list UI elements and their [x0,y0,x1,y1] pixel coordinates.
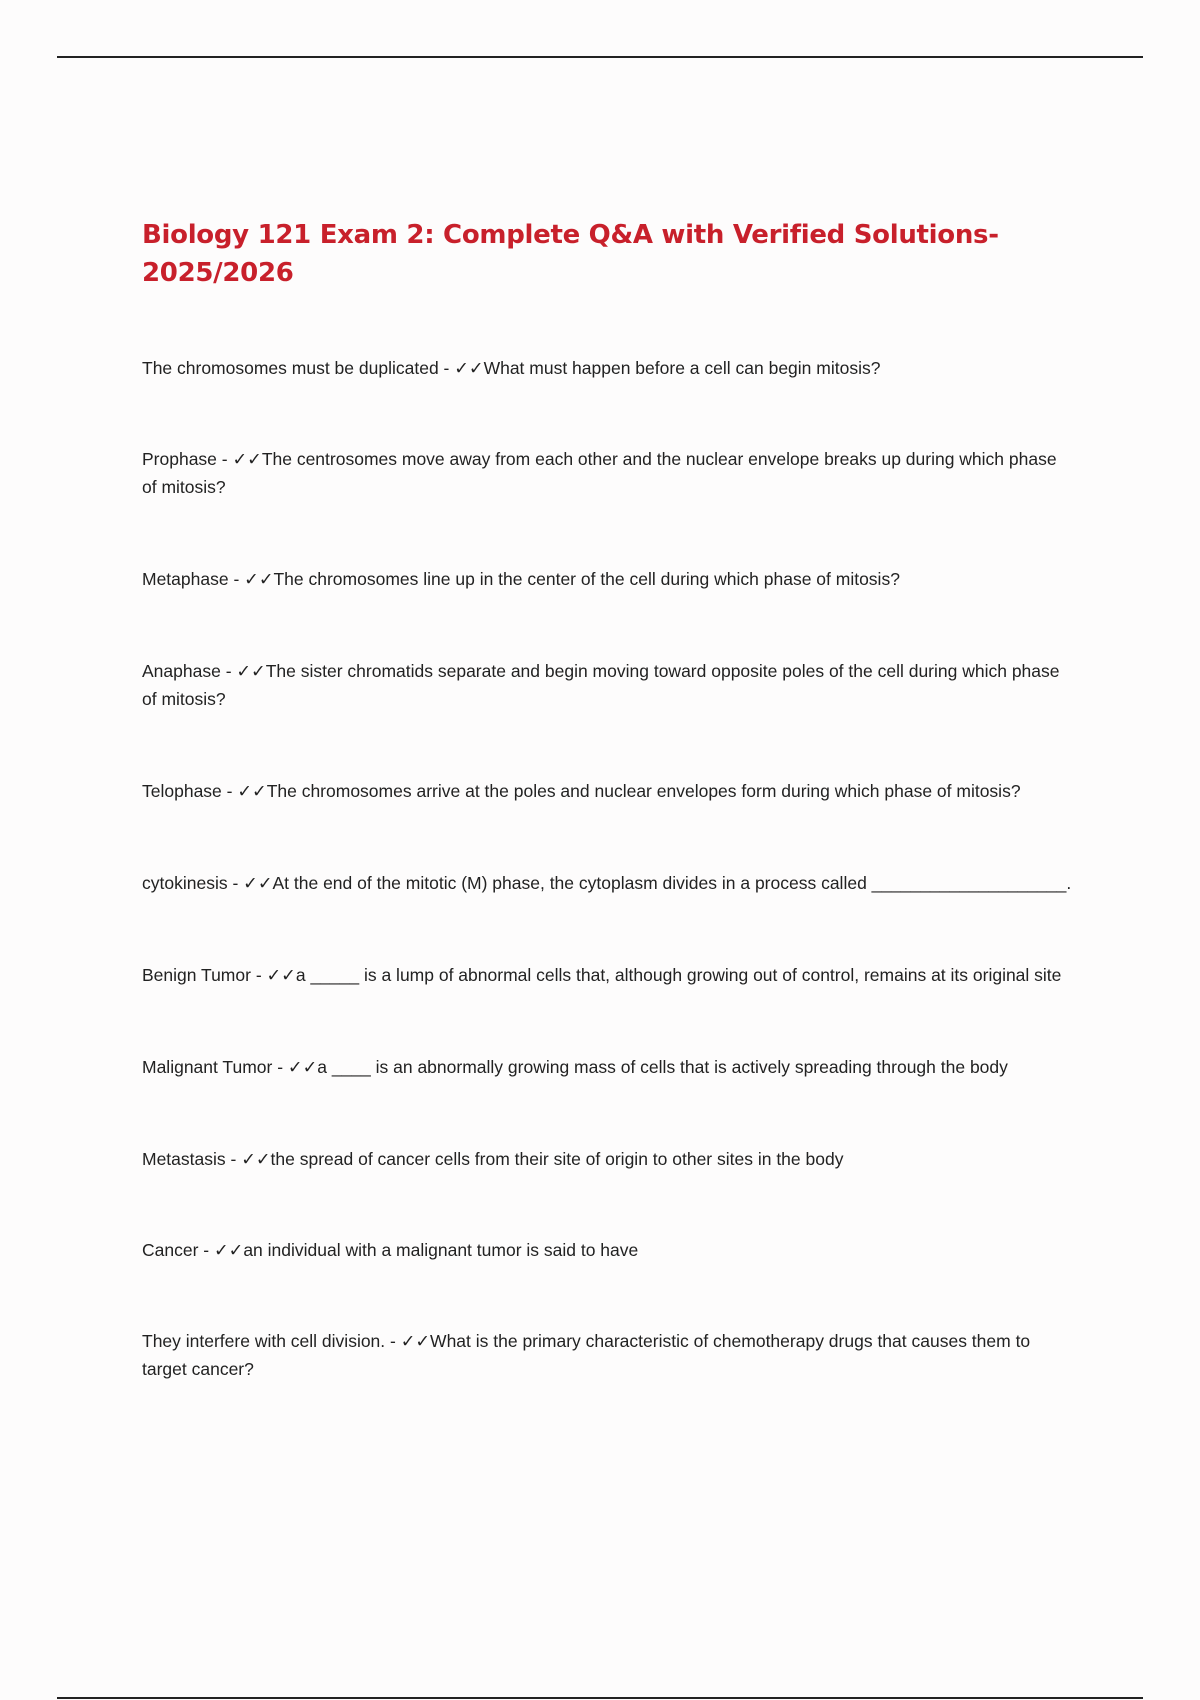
double-check-icon: ✓✓ [232,449,262,469]
qa-answer: Telophase [142,781,222,801]
qa-list [142,354,1072,1383]
qa-item [142,565,1072,593]
document-title [142,216,1072,292]
qa-answer: Malignant Tumor [142,1057,273,1077]
qa-separator: - [221,781,238,801]
qa-item [142,1053,1072,1081]
qa-answer: cytokinesis [142,873,228,893]
qa-item [142,1327,1072,1383]
title-line-2: 2025/2026 [142,258,294,288]
double-check-icon: ✓✓ [266,965,296,985]
qa-separator: - [225,1149,242,1169]
qa-separator: - [198,1240,214,1260]
qa-question: The centrosomes move away from each other and the nuclear envelope breaks up during which phase of mitosis? [142,449,1057,497]
document-body [142,216,1072,1383]
qa-question: What is the primary characteristic of chemotherapy drugs that causes them to target cancer? [142,1331,1031,1379]
qa-separator: - [228,569,245,589]
title-line-1: Biology 121 Exam 2: Complete Q&A with Verified Solutions- [142,220,999,250]
qa-separator: - [250,965,267,985]
double-check-icon: ✓✓ [236,661,266,681]
qa-answer: Anaphase [142,661,221,681]
qa-question: The sister chromatids separate and begin moving toward opposite poles of the cell during which phase of mitosis? [142,661,1060,709]
qa-answer: Metastasis [142,1149,226,1169]
double-check-icon: ✓✓ [454,358,484,378]
qa-separator: - [272,1057,288,1077]
qa-item [142,961,1072,989]
qa-item [142,777,1072,805]
qa-answer: Prophase [142,449,217,469]
qa-item [142,354,1072,382]
qa-separator: - [385,1331,401,1351]
qa-question: an individual with a malignant tumor is said to have [243,1240,639,1260]
qa-item [142,657,1072,713]
qa-item [142,445,1072,501]
qa-question: The chromosomes arrive at the poles and nuclear envelopes form during which phase of mitosis? [266,781,1021,801]
qa-answer: Benign Tumor [142,965,251,985]
bottom-rule [57,1697,1143,1699]
qa-question: a ____ is an abnormally growing mass of cells that is actively spreading through the body [317,1057,1008,1077]
qa-question: What must happen before a cell can begin mitosis? [483,358,881,378]
qa-separator: - [227,873,244,893]
double-check-icon: ✓✓ [400,1331,431,1351]
qa-answer: Metaphase [142,569,229,589]
qa-question: At the end of the mitotic (M) phase, the cytoplasm divides in a process called ____________________. [272,873,1072,893]
double-check-icon: ✓✓ [237,781,267,801]
qa-answer: Cancer [142,1240,199,1260]
double-check-icon: ✓✓ [244,569,274,589]
double-check-icon: ✓✓ [213,1240,244,1260]
qa-question: The chromosomes line up in the center of the cell during which phase of mitosis? [273,569,900,589]
qa-answer: They interfere with cell division. [142,1331,386,1351]
qa-item [142,1236,1072,1264]
double-check-icon: ✓✓ [287,1057,318,1077]
qa-item [142,1145,1072,1173]
qa-separator: - [438,358,455,378]
double-check-icon: ✓✓ [243,873,273,893]
qa-question: a _____ is a lump of abnormal cells that, although growing out of control, remains at its original site [295,965,1062,985]
qa-answer: The chromosomes must be duplicated [142,358,439,378]
top-rule [57,56,1143,58]
qa-item [142,869,1072,897]
qa-separator: - [216,449,233,469]
qa-separator: - [220,661,237,681]
double-check-icon: ✓✓ [241,1149,271,1169]
qa-question: the spread of cancer cells from their site of origin to other sites in the body [270,1149,844,1169]
